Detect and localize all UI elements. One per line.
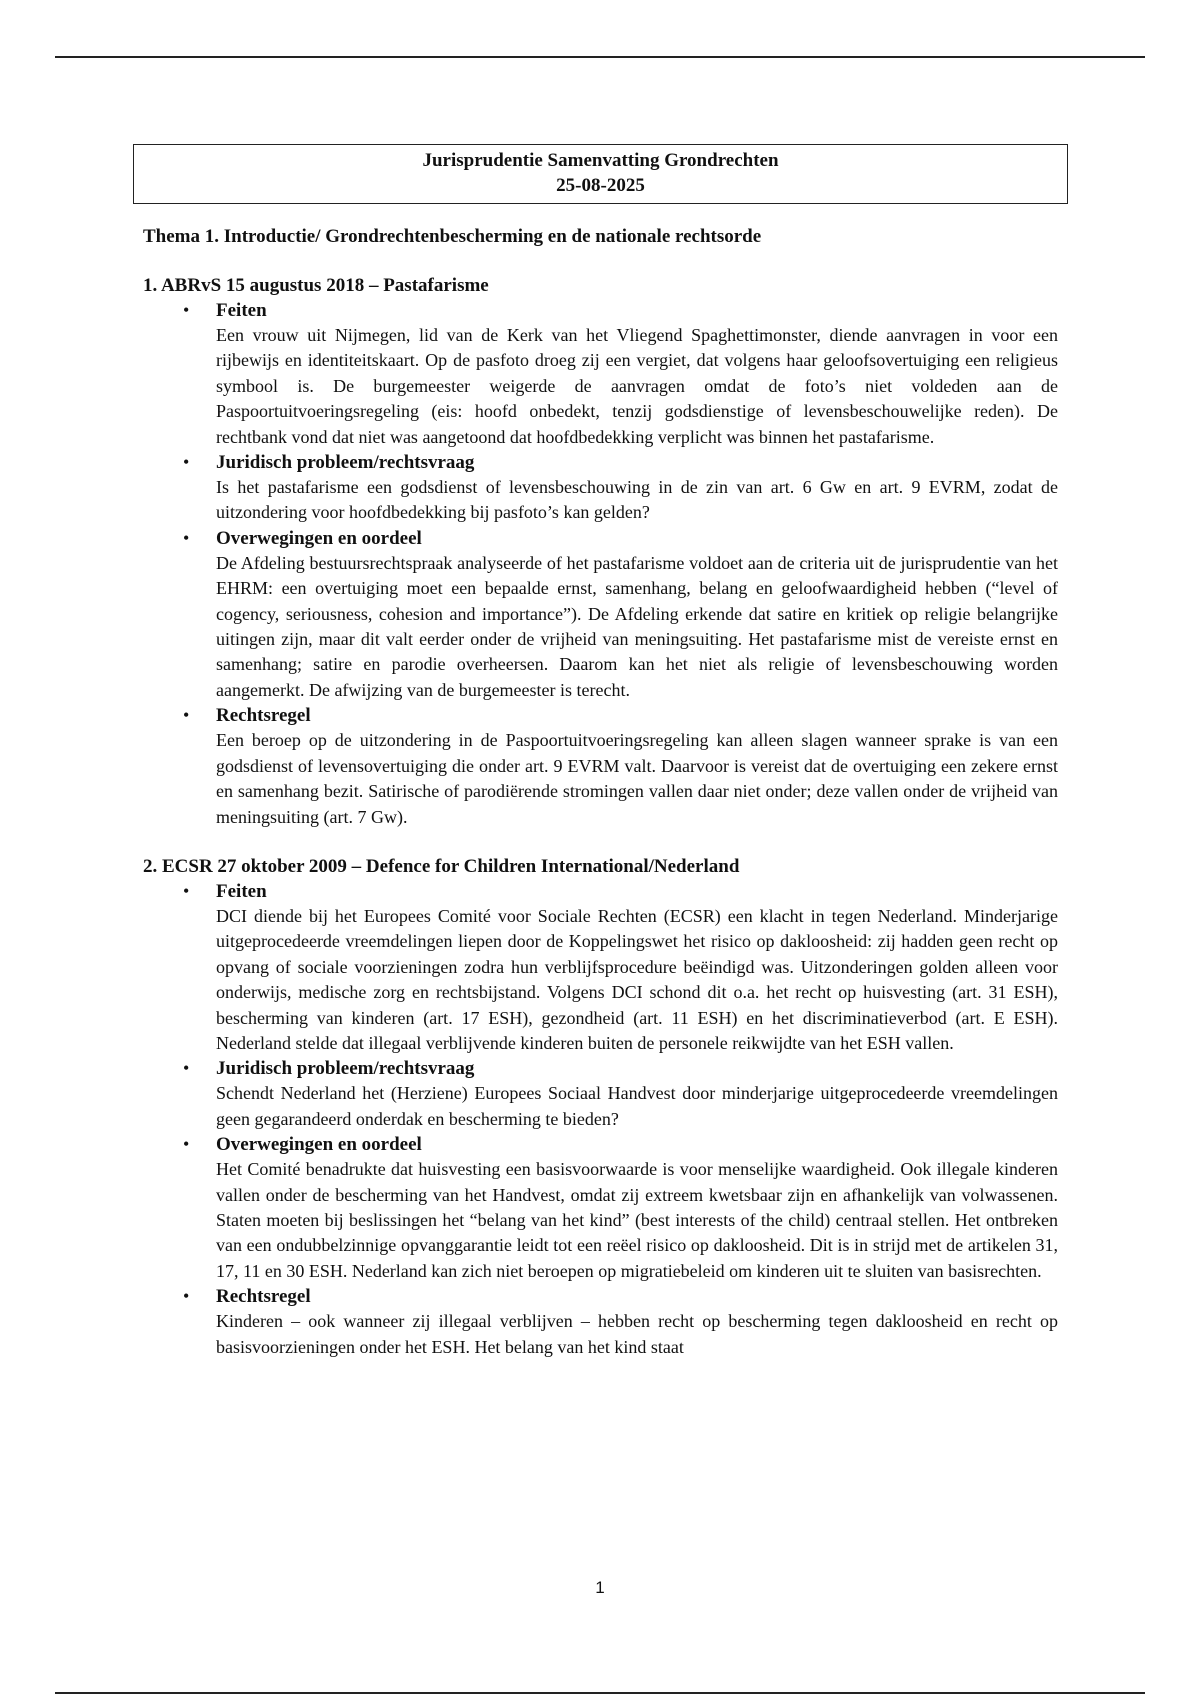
section-text: Schendt Nederland het (Herziene) Europees Sociaal Handvest door minderjarige uitgeprocedeerde vreemdelingen geen gegarandeerd onderdak en bescherming te bieden?: [216, 1083, 1058, 1129]
section-text: DCI diende bij het Europees Comité voor Sociale Rechten (ECSR) een klacht in tegen Nederland. Minderjarige uitgeprocedeerde vreemdelingen liepen door de Koppelingswet het risico op dakloosheid: zij hadden geen recht op opvang of sociale voorzieningen zodra hun verblijfsprocedure beëindigd was. Uitzonderingen golden alleen voor onderwijs, medische zorg en rechtsbijstand. Volgens DCI schond dit o.a. het recht op huisvesting (art. 31 ESH), bescherming van kinderen (art. 17 ESH), gezondheid (art. 11 ESH) en het discriminatieverbod (art. E ESH). Nederland stelde dat illegaal verblijvende kinderen buiten de personele reikwijdte van het ESH vallen.: [216, 905, 1058, 1053]
case-section: [143, 703, 1058, 830]
case-section: [143, 298, 1058, 450]
section-text: De Afdeling bestuursrechtspraak analyseerde of het pastafarisme voldoet aan de criteria uit de jurisprudentie van het EHRM: een overtuiging moet een bepaalde ernst, samenhang, belang en geloofwaardigheid hebben (“level of cogency, seriousness, cohesion and importance”). De Afdeling erkende dat satire en kritiek op religie belangrijke uitingen zijn, maar dit valt eerder onder de vrijheid van meningsuiting. Het pastafarisme mist de vereiste ernst en samenhang; satire en parodie overheersen. Daarom kan het niet als religie of levensbeschouwing worden aangemerkt. De afwijzing van de burgemeester is terecht.: [216, 552, 1058, 700]
case-1: [143, 273, 1058, 830]
bullet-icon: •: [183, 880, 190, 901]
section-text: Een vrouw uit Nijmegen, lid van de Kerk van het Vliegend Spaghettimonster, diende aanvragen in voor een rijbewijs en identiteitskaart. Op de pasfoto droeg zij een vergiet, dat volgens haar geloofsovertuiging een religieus symbool is. De burgemeester weigerde de aanvragen omdat de foto’s niet voldeden aan de Paspoortuitvoeringsregeling (eis: hoofd onbedekt, tenzij godsdienstige of levensbeschouwelijke reden). De rechtbank vond dat niet was aangetoond dat hoofdbedekking verplicht was binnen het pastafarisme.: [216, 325, 1058, 447]
section-heading: Juridisch probleem/rechtsvraag: [216, 452, 475, 474]
case-title: 2. ECSR 27 oktober 2009 – Defence for Children International/Nederland: [143, 855, 740, 877]
section-text: Kinderen – ook wanneer zij illegaal verblijven – hebben recht op bescherming tegen dakloosheid en recht op basisvoorzieningen onder het ESH. Het belang van het kind staat: [216, 1311, 1058, 1357]
case-2: [143, 854, 1058, 1360]
bullet-icon: •: [183, 1058, 190, 1079]
section-heading: Rechtsregel: [216, 1286, 311, 1308]
section-heading: Overwegingen en oordeel: [216, 527, 422, 549]
case-section: [143, 526, 1058, 703]
title-box: [133, 144, 1068, 204]
document-body: [143, 144, 1058, 1360]
theme-heading: Thema 1. Introductie/ Grondrechtenbescherming en de nationale rechtsorde: [143, 226, 762, 247]
case-section: [143, 1056, 1058, 1132]
section-text: Het Comité benadrukte dat huisvesting een basisvoorwaarde is voor menselijke waardigheid. Ook illegale kinderen vallen onder de bescherming van het Handvest, omdat zij extreem kwetsbaar zijn en afhankelijk van volwassenen. Staten moeten bij beslissingen het “belang van het kind” (best interests of the child) centraal stellen. Het ontbreken van een ondubbelzinnige opvanggarantie leidt tot een reëel risico op dakloosheid. Dit is in strijd met de artikelen 31, 17, 11 en 30 ESH. Nederland kan zich niet beroepen op migratiebeleid om kinderen uit te sluiten van basisrechten.: [216, 1159, 1058, 1281]
bullet-icon: •: [183, 705, 190, 726]
bullet-icon: •: [183, 300, 190, 320]
section-text: Is het pastafarisme een godsdienst of levensbeschouwing in de zin van art. 6 Gw en art. 9 EVRM, zodat de uitzondering voor hoofdbedekking bij pasfoto’s kan gelden?: [216, 477, 1058, 523]
footer-rule: [55, 1692, 1145, 1694]
case-title: 1. ABRvS 15 augustus 2018 – Pastafarisme: [143, 275, 489, 296]
bullet-icon: •: [183, 1286, 190, 1307]
section-heading: Feiten: [216, 880, 267, 902]
case-section: [143, 1284, 1058, 1360]
bullet-icon: •: [183, 527, 190, 548]
header-rule: [55, 56, 1145, 58]
bullet-icon: •: [183, 452, 190, 473]
section-heading: Feiten: [216, 300, 267, 321]
case-section: [143, 450, 1058, 526]
section-text: Een beroep op de uitzondering in de Paspoortuitvoeringsregeling kan alleen slagen wanneer sprake is van een godsdienst of levensovertuiging die onder art. 9 EVRM valt. Daarvoor is vereist dat de overtuiging een zekere ernst en samenhang bezit. Satirische of parodiërende stromingen vallen daar niet onder; deze vallen onder de vrijheid van meningsuiting (art. 7 Gw).: [216, 730, 1058, 827]
document-title: Jurisprudentie Samenvatting Grondrechten: [422, 150, 779, 171]
section-heading: Overwegingen en oordeel: [216, 1134, 422, 1156]
section-heading: Rechtsregel: [216, 705, 311, 727]
case-section: [143, 1132, 1058, 1284]
bullet-icon: •: [183, 1134, 190, 1155]
section-heading: Juridisch probleem/rechtsvraag: [216, 1058, 475, 1080]
page-number: 1: [595, 1578, 605, 1597]
document-date: 25-08-2025: [556, 175, 645, 196]
case-section: [143, 879, 1058, 1056]
